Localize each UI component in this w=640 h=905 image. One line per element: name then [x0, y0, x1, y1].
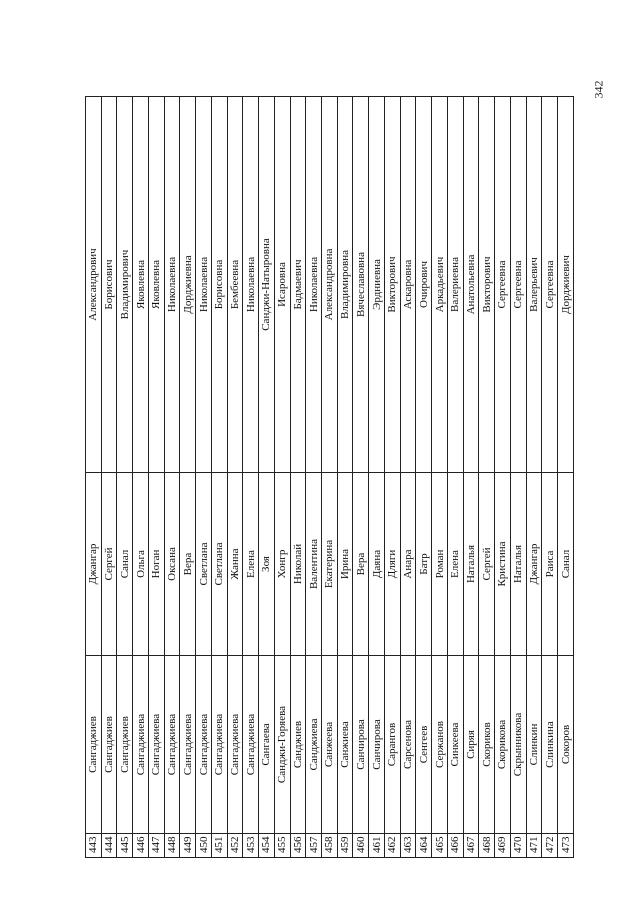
patronymic-cell: Аскаровна: [400, 97, 416, 473]
table-row: [306, 97, 322, 858]
patronymic-cell: Яковлевна: [148, 97, 164, 473]
row-number: 458: [322, 834, 338, 858]
first-name-cell: Вера: [180, 473, 196, 656]
row-number: 465: [432, 834, 448, 858]
patronymic-cell: Бембеевна: [227, 97, 243, 473]
last-name-cell: Сангаджиева: [243, 656, 259, 834]
table-row: [369, 97, 385, 858]
table-row: [148, 97, 164, 858]
patronymic-cell: Николаевна: [243, 97, 259, 473]
patronymic-cell: Владимирович: [117, 97, 133, 473]
row-number: 470: [510, 834, 526, 858]
first-name-cell: Светлана: [196, 473, 212, 656]
patronymic-cell: Сергеевна: [510, 97, 526, 473]
last-name-cell: Сангаджиева: [196, 656, 212, 834]
last-name-cell: Слинкина: [542, 656, 558, 834]
row-number: 450: [196, 834, 212, 858]
table-row: [400, 97, 416, 858]
first-name-cell: Наталья: [463, 473, 479, 656]
patronymic-cell: Эрдниевна: [369, 97, 385, 473]
table-row: [432, 97, 448, 858]
row-number: 454: [259, 834, 275, 858]
first-name-cell: Жанна: [227, 473, 243, 656]
first-name-cell: Батр: [416, 473, 432, 656]
row-number: 459: [337, 834, 353, 858]
last-name-cell: Сангаджиева: [227, 656, 243, 834]
row-number: 469: [495, 834, 511, 858]
patronymic-cell: Викторович: [384, 97, 400, 473]
table-body: [86, 97, 574, 858]
table-row: [353, 97, 369, 858]
table-row: [495, 97, 511, 858]
table-row: [243, 97, 259, 858]
last-name-cell: Санжеева: [322, 656, 338, 834]
patronymic-cell: Очирович: [416, 97, 432, 473]
first-name-cell: Джангар: [86, 473, 102, 656]
row-number: 473: [558, 834, 574, 858]
patronymic-cell: Валериевна: [447, 97, 463, 473]
patronymic-cell: Викторович: [479, 97, 495, 473]
first-name-cell: Кристина: [495, 473, 511, 656]
last-name-cell: Сиряя: [463, 656, 479, 834]
last-name-cell: Санчирова: [353, 656, 369, 834]
last-name-cell: Сержанов: [432, 656, 448, 834]
row-number: 460: [353, 834, 369, 858]
rotated-table-frame: [85, 97, 574, 858]
last-name-cell: Санджиева: [306, 656, 322, 834]
last-name-cell: Сенгеев: [416, 656, 432, 834]
table-row: [558, 97, 574, 858]
patronymic-cell: Сергеевна: [542, 97, 558, 473]
patronymic-cell: Дорджиевна: [180, 97, 196, 473]
patronymic-cell: Валерьевич: [526, 97, 542, 473]
last-name-cell: Санджи-Горяева: [274, 656, 290, 834]
table-row: [274, 97, 290, 858]
last-name-cell: Сангаджиев: [117, 656, 133, 834]
table-row: [479, 97, 495, 858]
patronymic-cell: Бадмаевич: [290, 97, 306, 473]
page-number: 342: [591, 80, 606, 99]
table-row: [180, 97, 196, 858]
patronymic-cell: Исаровна: [274, 97, 290, 473]
last-name-cell: Скорикова: [495, 656, 511, 834]
first-name-cell: Ольга: [133, 473, 149, 656]
table-row: [337, 97, 353, 858]
patronymic-cell: Вячеславовна: [353, 97, 369, 473]
last-name-cell: Скориков: [479, 656, 495, 834]
first-name-cell: Анара: [400, 473, 416, 656]
table-row: [542, 97, 558, 858]
table-row: [117, 97, 133, 858]
row-number: 446: [133, 834, 149, 858]
patronymic-cell: Николаевна: [196, 97, 212, 473]
table-row: [86, 97, 102, 858]
last-name-cell: Синкеева: [447, 656, 463, 834]
patronymic-cell: Николаевна: [164, 97, 180, 473]
patronymic-cell: Борисовна: [211, 97, 227, 473]
first-name-cell: Светлана: [211, 473, 227, 656]
first-name-cell: Валентина: [306, 473, 322, 656]
first-name-cell: Екатерина: [322, 473, 338, 656]
first-name-cell: Оксана: [164, 473, 180, 656]
patronymic-cell: Яковлевна: [133, 97, 149, 473]
last-name-cell: Сангаева: [259, 656, 275, 834]
row-number: 467: [463, 834, 479, 858]
row-number: 455: [274, 834, 290, 858]
row-number: 447: [148, 834, 164, 858]
table-row: [259, 97, 275, 858]
table-row: [322, 97, 338, 858]
row-number: 466: [447, 834, 463, 858]
table-row: [384, 97, 400, 858]
patronymic-cell: Санджи-Натыровна: [259, 97, 275, 473]
row-number: 461: [369, 834, 385, 858]
last-name-cell: Санчирова: [369, 656, 385, 834]
last-name-cell: Сангаджиев: [86, 656, 102, 834]
last-name-cell: Сангаджиева: [211, 656, 227, 834]
row-number: 445: [117, 834, 133, 858]
last-name-cell: Сокоров: [558, 656, 574, 834]
row-number: 462: [384, 834, 400, 858]
last-name-cell: Сангаджиева: [164, 656, 180, 834]
row-number: 457: [306, 834, 322, 858]
row-number: 456: [290, 834, 306, 858]
first-name-cell: Вера: [353, 473, 369, 656]
last-name-cell: Сангаджиева: [148, 656, 164, 834]
patronymic-cell: Александрович: [86, 97, 102, 473]
last-name-cell: Санджиев: [290, 656, 306, 834]
first-name-cell: Ноган: [148, 473, 164, 656]
row-number: 453: [243, 834, 259, 858]
row-number: 449: [180, 834, 196, 858]
first-name-cell: Сергей: [101, 473, 117, 656]
patronymic-cell: Борисович: [101, 97, 117, 473]
row-number: 444: [101, 834, 117, 858]
first-name-cell: Санал: [117, 473, 133, 656]
name-register-table: [85, 96, 574, 858]
row-number: 468: [479, 834, 495, 858]
last-name-cell: Сарангов: [384, 656, 400, 834]
table-row: [164, 97, 180, 858]
table-row: [290, 97, 306, 858]
row-number: 464: [416, 834, 432, 858]
row-number: 443: [86, 834, 102, 858]
patronymic-cell: Аркадьевич: [432, 97, 448, 473]
last-name-cell: Сангаджиева: [180, 656, 196, 834]
first-name-cell: Зоя: [259, 473, 275, 656]
table-rotator: [85, 97, 574, 858]
table-row: [211, 97, 227, 858]
patronymic-cell: Николаевна: [306, 97, 322, 473]
last-name-cell: Сарсенова: [400, 656, 416, 834]
row-number: 471: [526, 834, 542, 858]
table-row: [510, 97, 526, 858]
last-name-cell: Слинкин: [526, 656, 542, 834]
last-name-cell: Сангаджиева: [133, 656, 149, 834]
row-number: 472: [542, 834, 558, 858]
row-number: 451: [211, 834, 227, 858]
first-name-cell: Джангар: [526, 473, 542, 656]
patronymic-cell: Дорджиевич: [558, 97, 574, 473]
table-row: [133, 97, 149, 858]
table-row: [447, 97, 463, 858]
table-row: [196, 97, 212, 858]
first-name-cell: Санал: [558, 473, 574, 656]
last-name-cell: Скрынникова: [510, 656, 526, 834]
patronymic-cell: Анатольевна: [463, 97, 479, 473]
table-row: [101, 97, 117, 858]
first-name-cell: Дляги: [384, 473, 400, 656]
first-name-cell: Роман: [432, 473, 448, 656]
first-name-cell: Елена: [243, 473, 259, 656]
patronymic-cell: Александровна: [322, 97, 338, 473]
last-name-cell: Санжиева: [337, 656, 353, 834]
first-name-cell: Наталья: [510, 473, 526, 656]
row-number: 448: [164, 834, 180, 858]
first-name-cell: Раиса: [542, 473, 558, 656]
first-name-cell: Даяна: [369, 473, 385, 656]
first-name-cell: Сергей: [479, 473, 495, 656]
first-name-cell: Николай: [290, 473, 306, 656]
first-name-cell: Хонгр: [274, 473, 290, 656]
row-number: 463: [400, 834, 416, 858]
first-name-cell: Ирина: [337, 473, 353, 656]
first-name-cell: Елена: [447, 473, 463, 656]
table-row: [416, 97, 432, 858]
table-row: [227, 97, 243, 858]
table-row: [463, 97, 479, 858]
table-row: [526, 97, 542, 858]
patronymic-cell: Владимировна: [337, 97, 353, 473]
last-name-cell: Сангаджиев: [101, 656, 117, 834]
patronymic-cell: Сергеевна: [495, 97, 511, 473]
row-number: 452: [227, 834, 243, 858]
